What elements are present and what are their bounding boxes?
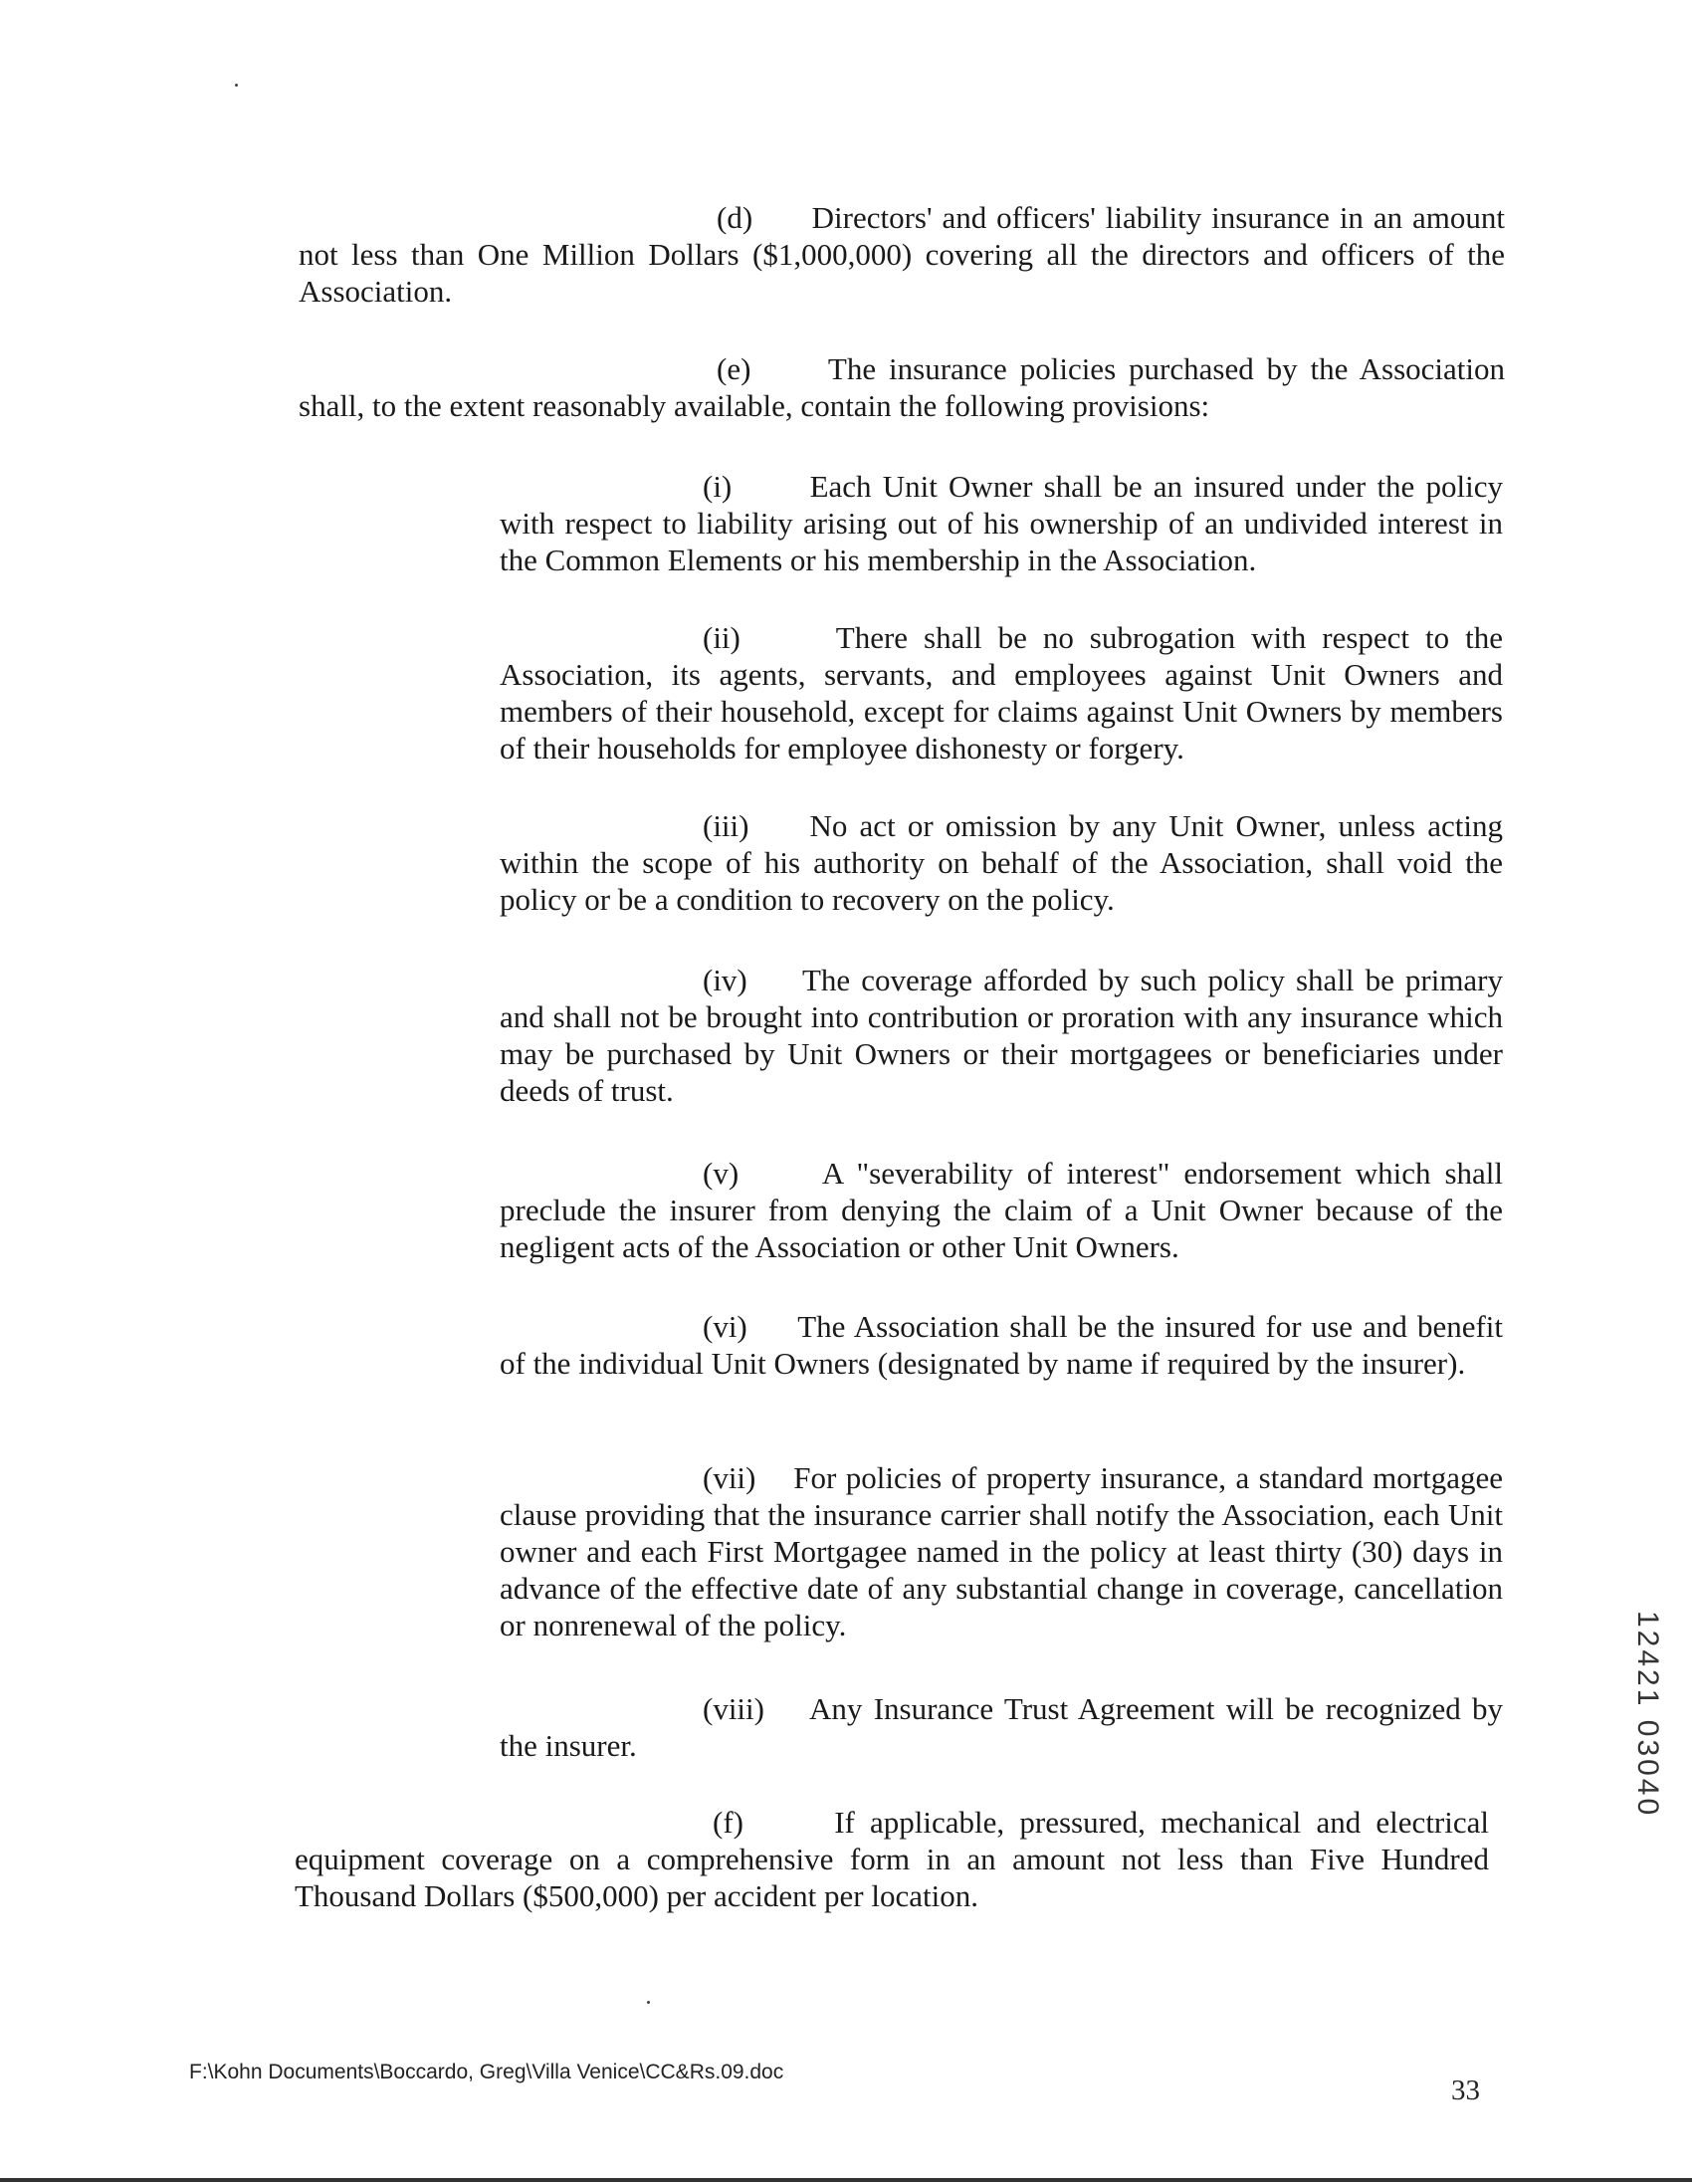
paragraph-text: There shall be no subrogation with respect to the Association, its agents, servants, and employees against Unit Owners and members of their household, except for claims against Unit Owners by members of their households for employee dishonesty or forgery. xyxy=(500,620,1503,765)
paragraph-text: The Association shall be the insured for use and benefit of the individual Unit Owners (designated by name if required by the insurer). xyxy=(500,1309,1504,1381)
paragraph-vii xyxy=(500,1459,1503,1643)
paragraph-number: (vi) xyxy=(703,1309,747,1344)
paragraph-number: (f) xyxy=(713,1805,743,1840)
paragraph-text: The coverage afforded by such policy shall be primary and shall not be brought into contribution or proration with any insurance which may be purchased by Unit Owners or their mortgagees or beneficiaries under deeds of trust. xyxy=(500,963,1504,1108)
paragraph-e xyxy=(299,350,1505,424)
paragraph-iv xyxy=(500,962,1503,1109)
paragraph-text: Each Unit Owner shall be an insured under the policy with respect to liability arising out of his ownership of an undivided interest in the Common Elements or his membership in the Association. xyxy=(500,469,1503,577)
paragraph-f xyxy=(295,1804,1489,1914)
paragraph-text: If applicable, pressured, mechanical and electrical equipment coverage on a comprehensive form in an amount not less than Five Hundred Thousand Dollars ($500,000) per accident per location. xyxy=(295,1805,1489,1913)
paragraph-iii xyxy=(500,807,1503,918)
footer-file-path: F:\Kohn Documents\Boccardo, Greg\Villa Venice\CC&Rs.09.doc xyxy=(189,2061,784,2083)
paragraph-number: (iii) xyxy=(703,808,749,843)
paragraph-text: Directors' and officers' liability insurance in an amount not less than One Million Dollars ($1,000,000) covering all the directors and officers of the Association. xyxy=(299,200,1506,309)
paragraph-text: A "severability of interest" endorsement which shall preclude the insurer from denying the claim of a Unit Owner because of the negligent acts of the Association or other Unit Owners. xyxy=(500,1156,1503,1264)
paragraph-v xyxy=(500,1155,1503,1265)
paragraph-ii xyxy=(500,619,1503,766)
scan-speck xyxy=(647,2001,650,2004)
paragraph-number: (d) xyxy=(717,200,753,235)
page-number: 33 xyxy=(1451,2075,1480,2106)
paragraph-i xyxy=(500,468,1503,578)
paragraph-text: The insurance policies purchased by the Association shall, to the extent reasonably available, contain the following provisions: xyxy=(299,351,1505,423)
paragraph-number: (iv) xyxy=(703,963,747,997)
scan-speck xyxy=(235,84,238,87)
paragraph-viii xyxy=(500,1690,1503,1764)
paragraph-number: (i) xyxy=(703,469,733,504)
margin-stamp-text: 12421 03040 xyxy=(1631,1611,1664,1819)
page-bottom-edge xyxy=(0,2178,1692,2182)
paragraph-number: (viii) xyxy=(703,1691,764,1726)
margin-stamp xyxy=(1629,1611,1669,1879)
paragraph-text: No act or omission by any Unit Owner, unless acting within the scope of his authority on behalf of the Association, shall void the policy or be a condition to recovery on the policy. xyxy=(500,808,1503,917)
paragraph-d xyxy=(299,199,1505,310)
paragraph-number: (vii) xyxy=(703,1460,756,1495)
paragraph-number: (e) xyxy=(717,351,751,386)
paragraph-number: (ii) xyxy=(703,620,740,655)
paragraph-number: (v) xyxy=(703,1156,740,1191)
paragraph-text: Any Insurance Trust Agreement will be recognized by the insurer. xyxy=(500,1691,1503,1763)
paragraph-vi xyxy=(500,1308,1503,1382)
paragraph-text: For policies of property insurance, a standard mortgagee clause providing that the insurance carrier shall notify the Association, each Unit owner and each First Mortgagee named in the policy at least thirty (30) days in advance of the effective date of any substantial change in coverage, cancellation or nonrenewal of the policy. xyxy=(500,1460,1503,1642)
